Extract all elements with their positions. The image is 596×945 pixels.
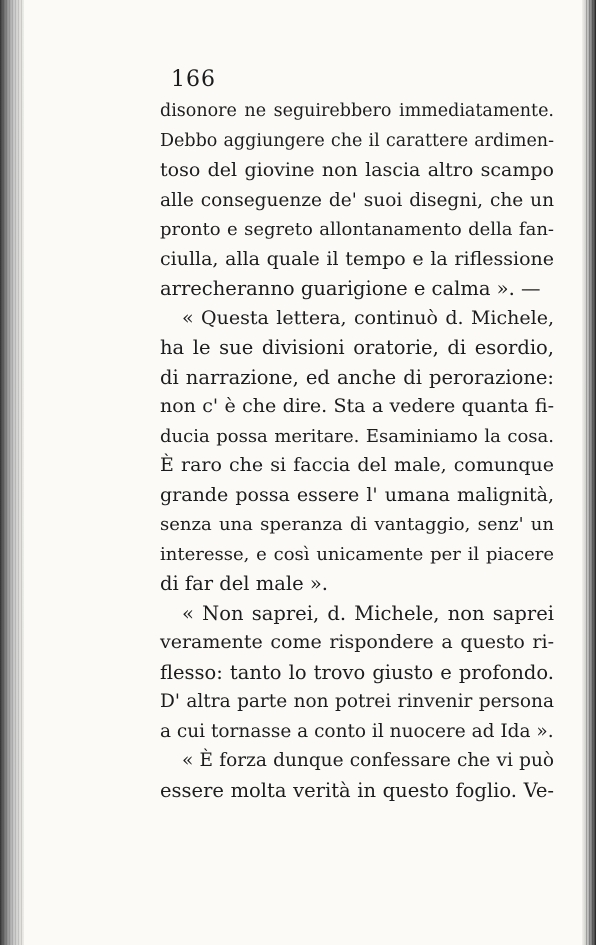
paragraph-first-line: « È forza dunque confessare che vi può [182,750,554,771]
text-line: ducia possa meritare. Esaminiamo la cosa. [160,425,554,447]
text-line: a cui tornasse a conto il nuocere ad Ida ». [160,720,554,742]
text-line: ciulla, alla quale il tempo e la riflessione [160,247,554,270]
text-line: senza una speranza di vantaggio, senz' un [160,514,554,535]
text-line: flesso: tanto lo trovo giusto e profondo. [160,660,554,684]
text-line: di narrazione, ed anche di perorazione: [160,365,554,389]
text-line: ha le sue divisioni oratorie, di esordio, [160,336,554,359]
page-number: 166 [171,67,216,92]
book-spine-lines [0,0,24,945]
paragraph-first-line: « Questa lettera, continuò d. Michele, [182,306,554,329]
page-body [160,97,554,805]
paragraph-first-line: « Non saprei, d. Michele, non saprei [182,601,554,625]
text-line: grande possa essere l' umana malignità, [160,483,554,506]
text-line: D' altra parte non potrei rinvenir persona [160,691,554,712]
text-line: veramente come rispondere a questo ri- [160,631,554,653]
text-line: Debbo aggiungere che il carattere ardimen- [160,130,554,151]
text-line: di far del male ». [160,572,328,595]
text-line: interesse, e così unicamente per il piacere [160,543,554,565]
text-line: alle conseguenze de' suoi disegni, che un [160,189,554,211]
text-line: arrecheranno guarigione e calma ». — [160,277,541,300]
text-line: disonore ne seguirebbero immediatamente. [160,101,554,121]
text-line: non c' è che dire. Sta a vedere quanta fi- [160,395,554,417]
text-line: È raro che si faccia del male, comunque [160,454,554,476]
text-line: toso del giovine non lascia altro scampo [160,159,554,181]
text-line: essere molta verità in questo foglio. Ve- [160,778,554,802]
page-edge-lines [586,0,596,945]
text-line: pronto e segreto allontanamento della fan- [160,219,554,240]
